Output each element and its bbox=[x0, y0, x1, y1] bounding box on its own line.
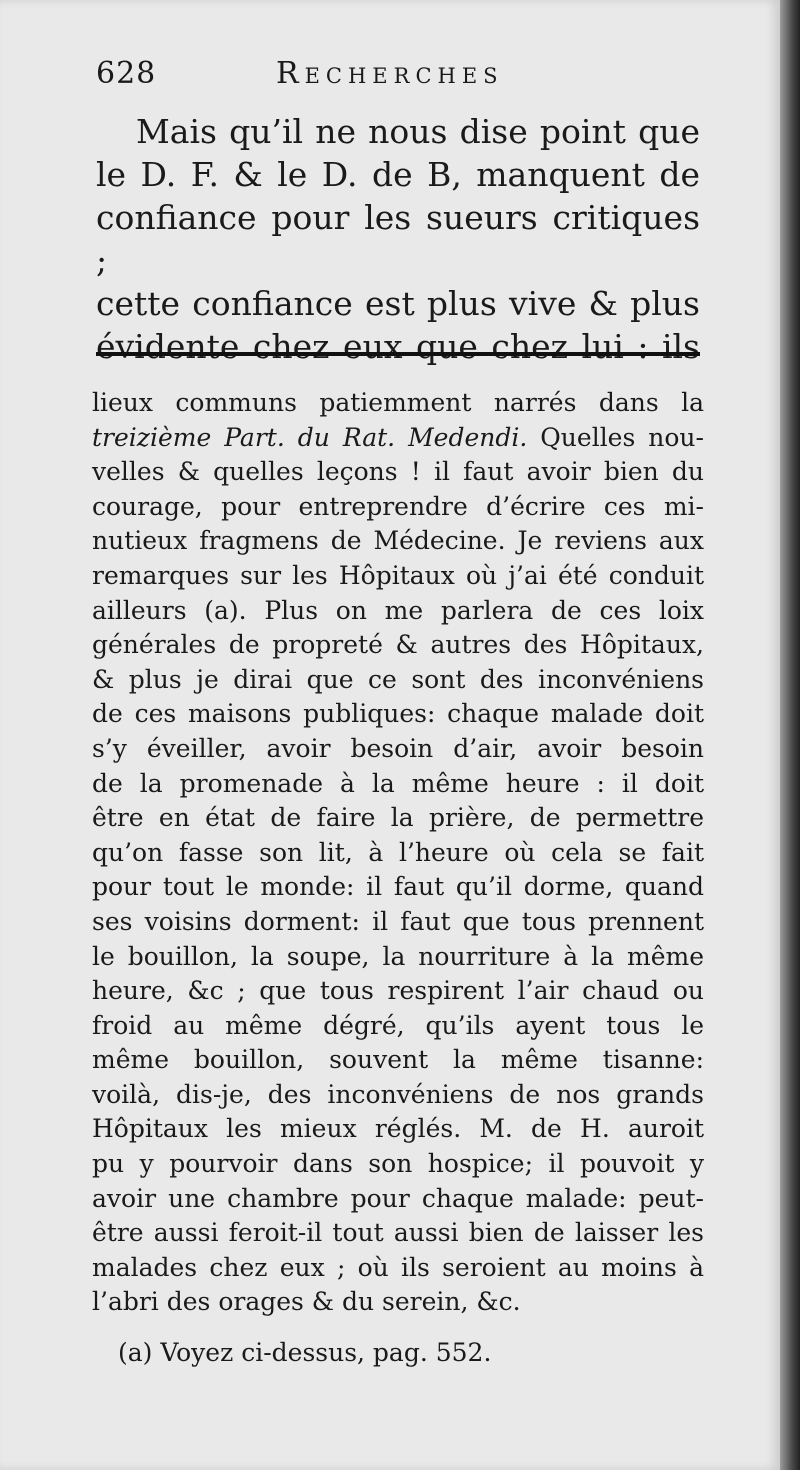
lower-line: courage, pour entreprendre d’écrire ces mi- bbox=[92, 491, 704, 521]
lower-line-rest: Quelles nou- bbox=[527, 422, 704, 452]
lower-line: nutieux fragmens de Médecine. Je reviens aux bbox=[92, 526, 704, 556]
running-title: Recherches bbox=[276, 56, 504, 91]
lower-line: froid au même dégré, qu’ils ayent tous le bbox=[92, 1010, 704, 1040]
lower-line: ailleurs (a). Plus on me parlera de ces loix bbox=[92, 595, 704, 625]
upper-line: évidente chez eux que chez lui : ils bbox=[96, 327, 700, 366]
upper-line: cette confiance est plus vive & plus bbox=[96, 284, 700, 323]
lower-line: le bouillon, la soupe, la nourriture à la même bbox=[92, 941, 704, 971]
footnote-separator-rule bbox=[96, 352, 700, 356]
upper-line: le D. F. & le D. de B, manquent de bbox=[96, 155, 700, 194]
lower-line: pour tout le monde: il faut qu’il dorme, quand bbox=[92, 872, 704, 902]
lower-line: malades chez eux ; où ils seroient au moins à bbox=[92, 1252, 704, 1282]
lower-line: velles & quelles leçons ! il faut avoir bien du bbox=[92, 457, 704, 487]
upper-text-block bbox=[96, 110, 700, 368]
lower-line: de la promenade à la même heure : il doit bbox=[92, 768, 704, 798]
lower-line: avoir une chambre pour chaque malade: peut- bbox=[92, 1183, 704, 1213]
lower-line: Hôpitaux les mieux réglés. M. de H. auroit bbox=[92, 1114, 704, 1144]
lower-line: même bouillon, souvent la même tisanne: bbox=[92, 1045, 704, 1075]
page-header bbox=[96, 56, 696, 100]
lower-line: qu’on fasse son lit, à l’heure où cela se fait bbox=[92, 837, 704, 867]
lower-line: être aussi feroit-il tout aussi bien de laisser les bbox=[92, 1218, 704, 1248]
lower-line: de ces maisons publiques: chaque malade doit bbox=[92, 699, 704, 729]
upper-line: confiance pour les sueurs critiques ; bbox=[96, 198, 700, 280]
lower-line: être en état de faire la prière, de permettre bbox=[92, 803, 704, 833]
lower-line: & plus je dirai que ce sont des inconvéniens bbox=[92, 664, 704, 694]
lower-line: générales de propreté & autres des Hôpitaux, bbox=[92, 630, 704, 660]
lower-line: pu y pourvoir dans son hospice; il pouvoit y bbox=[92, 1149, 704, 1179]
lower-line-mixed bbox=[92, 421, 704, 456]
lower-line: l’abri des orages & du serein, &c. bbox=[92, 1287, 521, 1317]
lower-line: lieux communs patiemment narrés dans la bbox=[92, 388, 704, 417]
footnote: (a) Voyez ci-dessus, pag. 552. bbox=[118, 1338, 492, 1367]
lower-line: remarques sur les Hôpitaux où j’ai été conduit bbox=[92, 560, 704, 590]
lower-line: voilà, dis-je, des inconvéniens de nos grands bbox=[92, 1079, 704, 1109]
page-number: 628 bbox=[96, 56, 157, 91]
page-gutter-edge bbox=[780, 0, 800, 1470]
lower-line: ses voisins dorment: il faut que tous prennent bbox=[92, 906, 704, 936]
lower-line: s’y éveiller, avoir besoin d’air, avoir besoin bbox=[92, 733, 704, 763]
lower-line: heure, &c ; que tous respirent l’air chaud ou bbox=[92, 976, 704, 1006]
upper-line: Mais qu’il ne nous dise point que bbox=[136, 112, 700, 151]
italic-title: treizième Part. du Rat. Medendi. bbox=[92, 422, 528, 452]
lower-text-block bbox=[92, 386, 704, 1320]
